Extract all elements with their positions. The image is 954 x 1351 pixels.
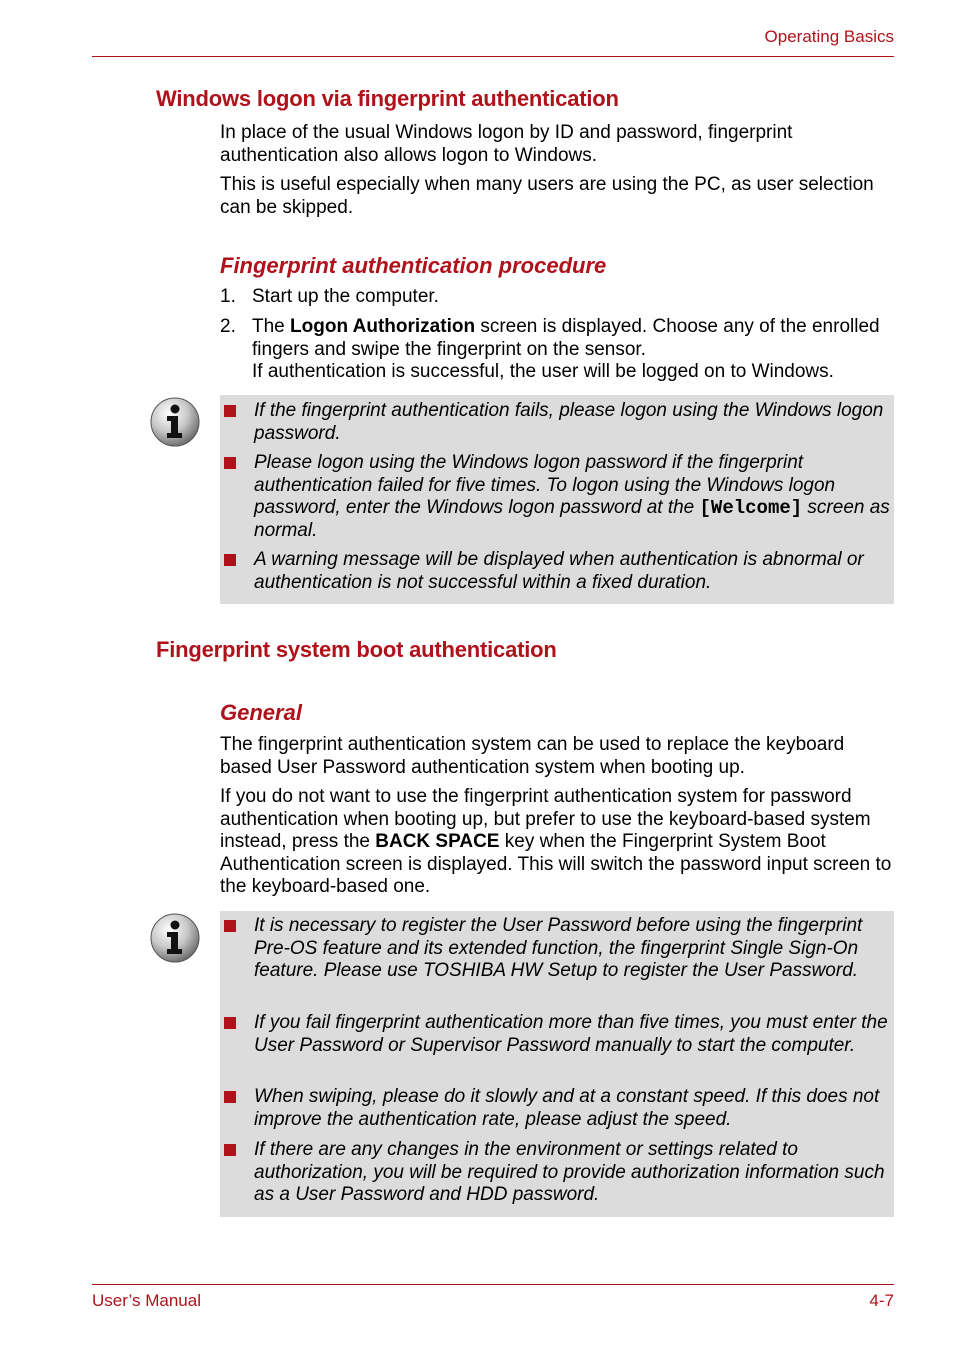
bullet-square-icon	[224, 1017, 236, 1029]
note-text	[254, 452, 894, 542]
list-item-step1: Start up the computer.	[252, 286, 439, 307]
list-item-step2	[252, 316, 902, 384]
note-text: If the fingerprint authentication fails, please logon using the Windows logon password.	[254, 400, 884, 444]
step2-line2: If authentication is successful, the user will be logged on to Windows.	[252, 361, 834, 383]
welcome-screen-code: [Welcome]	[699, 497, 803, 520]
subsection-heading-procedure: Fingerprint authentication procedure	[220, 253, 607, 278]
page-number: 4-7	[869, 1291, 894, 1310]
paragraph: This is useful especially when many users are using the PC, as user selection can be skipped.	[220, 174, 874, 218]
info-icon	[150, 913, 200, 963]
logon-authorization-term: Logon Authorization	[290, 316, 476, 337]
note-text: When swiping, please do it slowly and at a constant speed. If this does not improve the authentication rate, please adjust the speed.	[254, 1086, 880, 1130]
paragraph: In place of the usual Windows logon by ID and password, fingerprint authentication also allows logon to Windows.	[220, 122, 793, 166]
header-rule	[92, 56, 894, 57]
note-text: A warning message will be displayed when authentication is abnormal or authentication is not successful within a fixed duration.	[254, 549, 864, 593]
bullet-square-icon	[224, 1091, 236, 1103]
back-space-key: BACK SPACE	[375, 831, 500, 853]
bullet-square-icon	[224, 405, 236, 417]
bullet-square-icon	[224, 457, 236, 469]
list-number: 2.	[220, 316, 236, 337]
subsection-heading-general: General	[220, 700, 302, 725]
para-post: key when the Fingerprint System Boot Authentication screen is displayed. This will switch the password input screen to the keyboard-based one.	[220, 831, 892, 898]
para-pre: If you do not want to use the fingerprint authentication system for password authentication when booting up, but prefer to use the keyboard-based system instead, press the	[220, 786, 871, 853]
section-heading-windows-logon: Windows logon via fingerprint authentication	[156, 86, 619, 111]
list-number: 1.	[220, 286, 236, 307]
bullet-square-icon	[224, 1144, 236, 1156]
paragraph	[220, 786, 900, 899]
bullet-square-icon	[224, 554, 236, 566]
step2-post: screen is displayed. Choose any of the enrolled fingers and swipe the fingerprint on the sensor.	[252, 316, 880, 360]
info-icon	[150, 397, 200, 447]
bullet-square-icon	[224, 920, 236, 932]
note-text: It is necessary to register the User Password before using the fingerprint Pre-OS feature and its extended function, the fingerprint Single Sign-On feature. Please use TOSHIBA HW Setup to register the User Password.	[254, 915, 863, 982]
step2-pre: The	[252, 316, 291, 337]
note-text-pre: Please logon using the Windows logon password if the fingerprint authentication failed for five times. To logon using the Windows logon password, enter the Windows logon password at the	[254, 452, 836, 519]
note-text: If there are any changes in the environment or settings related to authorization, you will be required to provide authorization information such as a User Password and HDD password.	[254, 1139, 885, 1206]
footer-rule	[92, 1284, 894, 1285]
note-box	[220, 395, 894, 604]
section-heading-boot-auth: Fingerprint system boot authentication	[156, 637, 557, 662]
paragraph: The fingerprint authentication system can be used to replace the keyboard based User Password authentication system when booting up.	[220, 734, 845, 778]
running-header: Operating Basics	[764, 27, 894, 46]
note-text: If you fail fingerprint authentication more than five times, you must enter the User Password or Supervisor Password manually to start the computer.	[254, 1012, 888, 1056]
note-box	[220, 911, 894, 1217]
note-text-post: screen as normal.	[254, 497, 890, 541]
footer-manual-title: User’s Manual	[92, 1291, 201, 1310]
